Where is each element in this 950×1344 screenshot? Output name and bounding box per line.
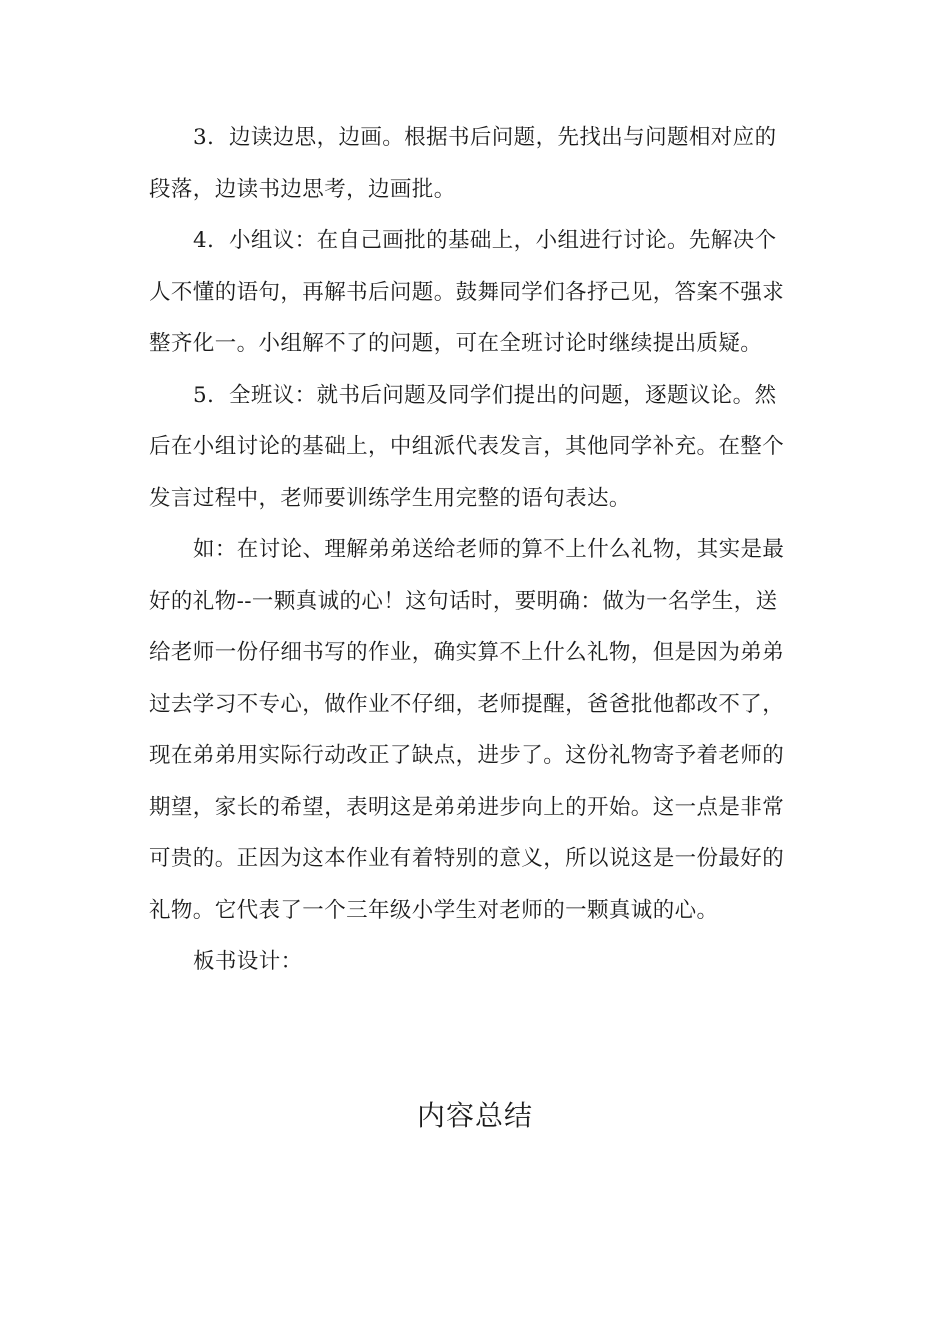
example-paragraph-line-6: 期望，家长的希望，表明这是弟弟进步向上的开始。这一点是非常: [149, 794, 785, 820]
example-paragraph-line-7: 可贵的。正因为这本作业有着特别的意义，所以说这是一份最好的: [149, 846, 785, 871]
blackboard-design-label: 板书设计：: [193, 949, 303, 974]
example-paragraph-line-8: 礼物。它代表了一个三年级小学生对老师的一颗真诚的心。: [149, 897, 719, 923]
example-paragraph-line-3: 给老师一份仔细书写的作业，确实算不上什么礼物，但是因为弟弟: [149, 640, 785, 665]
paragraph-4-line-2: 人不懂的语句，再解书后问题。鼓舞同学们各抒己见，答案不强求: [149, 279, 785, 305]
paragraph-5-line-3: 发言过程中，老师要训练学生用完整的语句表达。: [149, 485, 631, 511]
body-text: [149, 112, 799, 988]
paragraph-3-line-2: 段落，边读书边思考，边画批。: [149, 176, 456, 202]
example-paragraph-line-1: 如：在讨论、理解弟弟送给老师的算不上什么礼物，其实是最: [193, 537, 785, 562]
summary-heading: 内容总结: [416, 1099, 533, 1132]
paragraph-4-line-1: 4．小组议：在自己画批的基础上，小组进行讨论。先解决个: [193, 228, 777, 253]
example-paragraph-line-2: 好的礼物--一颗真诚的心！这句话时，要明确：做为一名学生，送: [149, 588, 778, 614]
example-paragraph-line-4: 过去学习不专心，做作业不仔细，老师提醒，爸爸批他都改不了，: [149, 691, 785, 717]
paragraph-5-line-1: 5．全班议：就书后问题及同学们提出的问题，逐题议论。然: [193, 382, 777, 408]
example-paragraph-line-5: 现在弟弟用实际行动改正了缺点，进步了。这份礼物寄予着老师的: [149, 743, 785, 768]
paragraph-3-line-1: 3．边读边思，边画。根据书后问题，先找出与问题相对应的: [193, 125, 777, 150]
paragraph-5-line-2: 后在小组讨论的基础上，中组派代表发言，其他同学补充。在整个: [149, 434, 785, 459]
paragraph-4-line-3: 整齐化一。小组解不了的问题，可在全班讨论时继续提出质疑。: [149, 331, 763, 356]
